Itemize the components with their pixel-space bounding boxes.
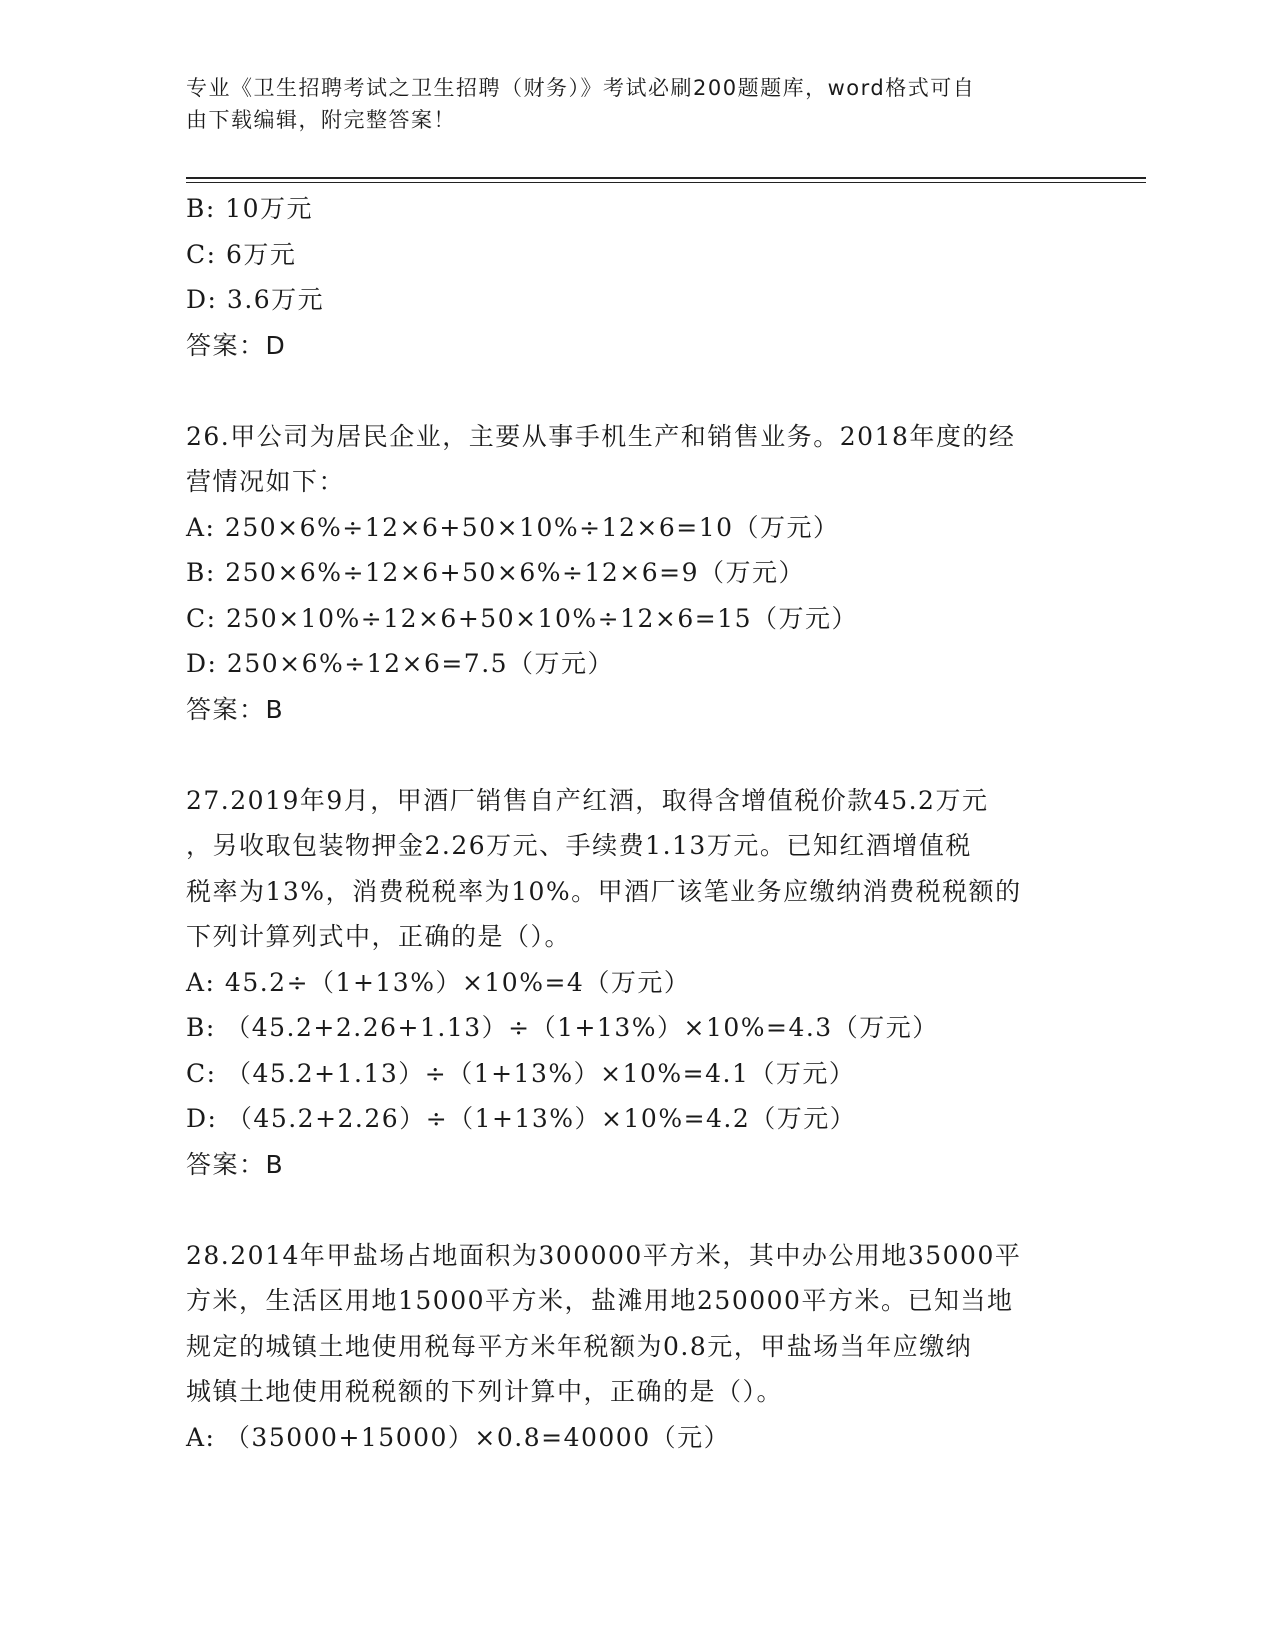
answer-line: 答案：D bbox=[186, 330, 287, 360]
option-b: B: 250×6%÷12×6+50×6%÷12×6=9（万元） bbox=[186, 558, 806, 587]
question-stem: 城镇土地使用税税额的下列计算中，正确的是（）。 bbox=[186, 1377, 784, 1406]
answer-line: 答案：B bbox=[186, 694, 285, 724]
document-body bbox=[186, 186, 1086, 1460]
question-27 bbox=[186, 778, 1086, 1188]
question-stem: 下列计算列式中，正确的是（）。 bbox=[186, 922, 572, 951]
header-rule-thick bbox=[186, 177, 1146, 179]
option-b: B: 10万元 bbox=[186, 194, 314, 223]
option-c: C: 250×10%÷12×6+50×10%÷12×6=15（万元） bbox=[186, 603, 858, 633]
spacer bbox=[186, 368, 1086, 414]
option-a: A: （35000+15000）×0.8=40000（元） bbox=[186, 1422, 731, 1452]
question-stem: ，另收取包装物押金2.26万元、手续费1.13万元。已知红酒增值税 bbox=[186, 831, 972, 860]
question-stem: 规定的城镇土地使用税每平方米年税额为0.8元，甲盐场当年应缴纳 bbox=[186, 1331, 973, 1361]
question-26 bbox=[186, 414, 1086, 733]
option-a: A: 45.2÷（1+13%）×10%=4（万元） bbox=[186, 967, 691, 997]
option-b: B: （45.2+2.26+1.13）÷（1+13%）×10%=4.3（万元） bbox=[186, 1013, 939, 1042]
question-28 bbox=[186, 1233, 1086, 1461]
document-header bbox=[186, 72, 1066, 136]
option-d: D: 3.6万元 bbox=[186, 285, 325, 314]
answer-line: 答案：B bbox=[186, 1149, 285, 1179]
option-d: D: （45.2+2.26）÷（1+13%）×10%=4.2（万元） bbox=[186, 1104, 857, 1133]
question-stem: 营情况如下： bbox=[186, 467, 346, 496]
header-line-2: 由下载编辑，附完整答案！ bbox=[186, 108, 456, 132]
option-d: D: 250×6%÷12×6=7.5（万元） bbox=[186, 649, 615, 678]
question-stem: 税率为13%，消费税税率为10%。甲酒厂该笔业务应缴纳消费税税额的 bbox=[186, 876, 1022, 906]
question-stem: 26.甲公司为居民企业，主要从事手机生产和销售业务。2018年度的经 bbox=[186, 421, 1016, 451]
spacer bbox=[186, 1187, 1086, 1233]
question-25-tail bbox=[186, 186, 1086, 368]
header-rule-thin bbox=[186, 182, 1146, 183]
spacer bbox=[186, 732, 1086, 778]
question-stem: 方米，生活区用地15000平方米，盐滩用地250000平方米。已知当地 bbox=[186, 1286, 1014, 1315]
option-c: C: （45.2+1.13）÷（1+13%）×10%=4.1（万元） bbox=[186, 1058, 856, 1088]
option-c: C: 6万元 bbox=[186, 239, 297, 269]
question-stem: 27.2019年9月，甲酒厂销售自产红酒，取得含增值税价款45.2万元 bbox=[186, 785, 989, 815]
option-a: A: 250×6%÷12×6+50×10%÷12×6=10（万元） bbox=[186, 512, 840, 542]
header-line-1: 专业《卫生招聘考试之卫生招聘（财务）》考试必刷200题题库，word格式可自 bbox=[186, 76, 976, 100]
question-stem: 28.2014年甲盐场占地面积为300000平方米，其中办公用地35000平 bbox=[186, 1240, 1022, 1270]
